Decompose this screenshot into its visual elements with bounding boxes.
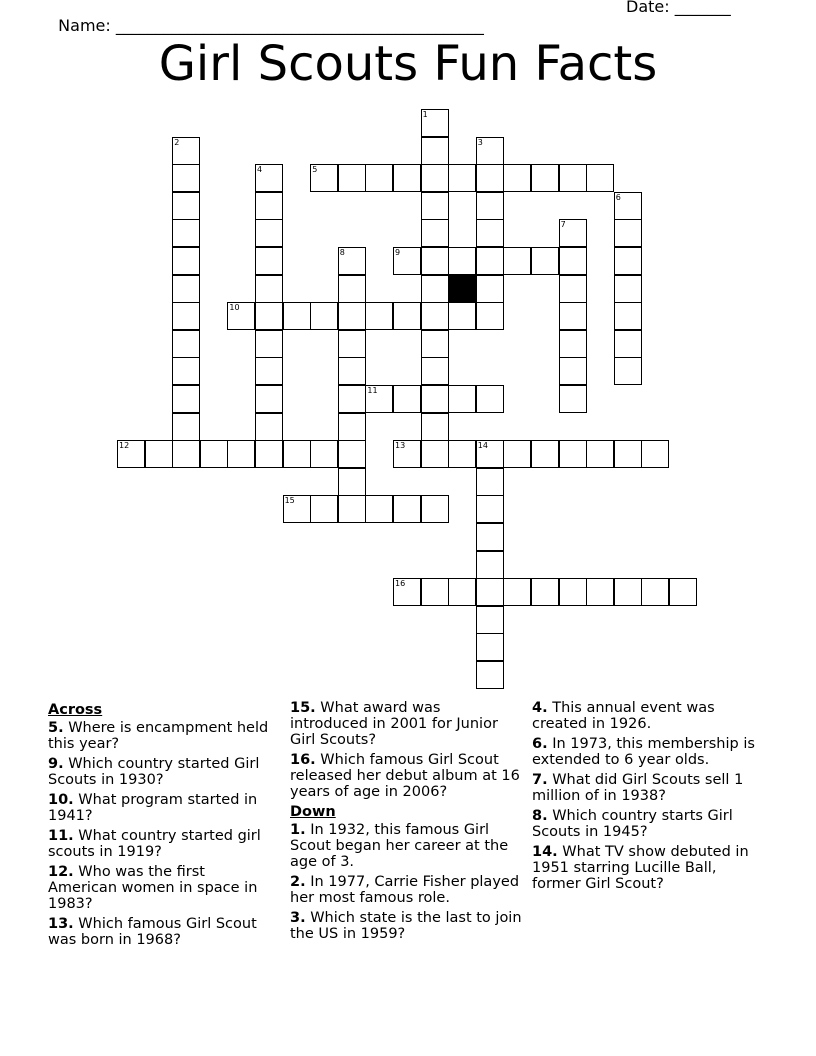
crossword-cell[interactable] [255, 413, 283, 441]
clues-column-3 [532, 700, 764, 896]
crossword-cell[interactable] [421, 385, 449, 413]
crossword-cell[interactable] [172, 192, 200, 220]
crossword-cell[interactable] [255, 247, 283, 275]
clue-text: Who was the first American women in space in 1983? [48, 864, 258, 912]
crossword-cell[interactable] [614, 247, 642, 275]
crossword-cell[interactable] [227, 302, 255, 330]
crossword-cell[interactable] [117, 440, 145, 468]
clue-text: What program started in 1941? [48, 792, 258, 824]
crossword-cell[interactable] [476, 219, 504, 247]
crossword-cell[interactable] [421, 440, 449, 468]
cell-number: 3 [477, 137, 483, 147]
crossword-cell[interactable] [559, 357, 587, 385]
crossword-cell[interactable] [283, 302, 311, 330]
crossword-cell[interactable] [338, 385, 366, 413]
crossword-cell[interactable] [614, 275, 642, 303]
crossword-cell[interactable] [421, 495, 449, 523]
crossword-cell[interactable] [255, 302, 283, 330]
crossword-cell[interactable] [448, 247, 476, 275]
crossword-cell[interactable] [614, 219, 642, 247]
crossword-cell[interactable] [200, 440, 228, 468]
crossword-cell[interactable] [283, 440, 311, 468]
crossword-cell[interactable] [559, 164, 587, 192]
crossword-cell[interactable] [338, 440, 366, 468]
crossword-cell[interactable] [172, 275, 200, 303]
crossword-cell[interactable] [393, 385, 421, 413]
crossword-cell[interactable] [365, 164, 393, 192]
crossword-cell[interactable] [476, 302, 504, 330]
crossword-cell[interactable] [476, 275, 504, 303]
crossword-cell[interactable] [531, 164, 559, 192]
crossword-cell[interactable] [255, 440, 283, 468]
cell-number: 6 [615, 192, 621, 202]
clue-across-9 [48, 756, 276, 788]
date-field[interactable]: Date: _______ [626, 0, 731, 16]
crossword-cell[interactable] [476, 606, 504, 634]
crossword-cell[interactable] [641, 578, 669, 606]
clue-number: 9. [48, 756, 64, 772]
crossword-cell[interactable] [172, 385, 200, 413]
crossword-cell[interactable] [338, 357, 366, 385]
cell-number: 2 [174, 137, 180, 147]
clue-down-3 [290, 910, 522, 942]
cell-number: 7 [560, 220, 566, 230]
clue-across-13 [48, 916, 276, 948]
crossword-cell[interactable] [559, 219, 587, 247]
crossword-cell[interactable] [503, 578, 531, 606]
crossword-cell[interactable] [255, 357, 283, 385]
crossword-cell[interactable] [421, 275, 449, 303]
clue-number: 1. [290, 822, 306, 838]
crossword-cell[interactable] [421, 413, 449, 441]
crossword-cell[interactable] [641, 440, 669, 468]
crossword-cell[interactable] [476, 495, 504, 523]
crossword-cell[interactable] [172, 137, 200, 165]
crossword-cell[interactable] [421, 219, 449, 247]
clue-down-8 [532, 808, 764, 840]
clue-text: What TV show debuted in 1951 starring Lucille Ball, former Girl Scout? [532, 844, 749, 892]
crossword-cell[interactable] [448, 385, 476, 413]
crossword-cell[interactable] [476, 192, 504, 220]
cell-number: 1 [422, 110, 428, 119]
crossword-cell[interactable] [531, 440, 559, 468]
crossword-cell[interactable] [255, 192, 283, 220]
crossword-cell[interactable] [283, 495, 311, 523]
crossword-cell[interactable] [586, 164, 614, 192]
crossword-cell[interactable] [531, 247, 559, 275]
crossword-cell[interactable] [614, 302, 642, 330]
crossword-cell[interactable] [476, 468, 504, 496]
clue-down-4 [532, 700, 764, 732]
crossword-cell[interactable] [172, 440, 200, 468]
clue-text: Where is encampment held this year? [48, 720, 269, 752]
clue-text: What did Girl Scouts sell 1 million of in 1938? [532, 772, 744, 804]
crossword-cell[interactable] [421, 357, 449, 385]
crossword-cell[interactable] [476, 661, 504, 689]
crossword-cell[interactable] [338, 330, 366, 358]
crossword-cell[interactable] [310, 495, 338, 523]
crossword-cell[interactable] [255, 164, 283, 192]
clue-across-12 [48, 864, 276, 912]
crossword-cell[interactable] [255, 219, 283, 247]
cell-number: 14 [477, 441, 488, 451]
crossword-cell[interactable] [255, 275, 283, 303]
crossword-cell[interactable] [421, 109, 449, 137]
crossword-cell[interactable] [559, 302, 587, 330]
crossword-cell[interactable] [503, 164, 531, 192]
crossword-cell[interactable] [503, 247, 531, 275]
clue-number: 16. [290, 752, 316, 768]
clue-number: 6. [532, 736, 548, 752]
crossword-cell[interactable] [614, 357, 642, 385]
clue-across-15 [290, 700, 522, 748]
clue-number: 12. [48, 864, 74, 880]
crossword-cell[interactable] [586, 440, 614, 468]
puzzle-title: Girl Scouts Fun Facts [158, 36, 658, 92]
crossword-cell[interactable] [338, 164, 366, 192]
crossword-cell[interactable] [393, 164, 421, 192]
crossword-cell[interactable] [614, 192, 642, 220]
clues-column-1 [48, 700, 276, 952]
clue-number: 8. [532, 808, 548, 824]
name-field[interactable]: Name: ______________________________________________ [58, 16, 484, 35]
crossword-cell[interactable] [586, 578, 614, 606]
clue-text: In 1932, this famous Girl Scout began her career at the age of 3. [290, 822, 509, 870]
crossword-cell[interactable] [476, 164, 504, 192]
clue-across-10 [48, 792, 276, 824]
clue-text: Which state is the last to join the US in 1959? [290, 910, 522, 942]
cell-number: 16 [395, 579, 406, 589]
crossword-cell[interactable] [338, 275, 366, 303]
clue-text: Which famous Girl Scout released her debut album at 16 years of age in 2006? [290, 752, 520, 800]
clue-number: 13. [48, 916, 74, 932]
cell-number: 4 [257, 165, 263, 175]
cell-number: 11 [367, 386, 378, 395]
clue-down-14 [532, 844, 764, 892]
cell-number: 12 [119, 441, 130, 451]
down-heading: Down [290, 804, 336, 820]
crossword-cell[interactable] [476, 551, 504, 579]
crossword-cell[interactable] [476, 633, 504, 661]
clue-number: 10. [48, 792, 74, 808]
clue-number: 7. [532, 772, 548, 788]
clue-text: In 1977, Carrie Fisher played her most famous role. [290, 874, 520, 906]
crossword-cell[interactable] [614, 440, 642, 468]
clue-text: What country started girl scouts in 1919? [48, 828, 261, 860]
clue-text: This annual event was created in 1926. [532, 700, 715, 732]
crossword-cell[interactable] [172, 357, 200, 385]
crossword-cell[interactable] [393, 495, 421, 523]
crossword-cell[interactable] [310, 440, 338, 468]
crossword-cell[interactable] [365, 302, 393, 330]
crossword-cell[interactable] [255, 330, 283, 358]
crossword-cell[interactable] [393, 302, 421, 330]
crossword-cell[interactable] [365, 495, 393, 523]
crossword-cell[interactable] [255, 385, 283, 413]
crossword-cell[interactable] [559, 330, 587, 358]
crossword-cell[interactable] [421, 192, 449, 220]
crossword-cell[interactable] [310, 302, 338, 330]
crossword-cell[interactable] [503, 440, 531, 468]
clue-number: 3. [290, 910, 306, 926]
clue-text: What award was introduced in 2001 for Junior Girl Scouts? [290, 700, 498, 748]
clue-down-2 [290, 874, 522, 906]
cell-number: 15 [284, 496, 295, 506]
crossword-cell[interactable] [476, 523, 504, 551]
crossword-cell[interactable] [393, 440, 421, 468]
cell-number: 9 [395, 248, 401, 257]
crossword-cell[interactable] [172, 302, 200, 330]
crossword-cell[interactable] [338, 495, 366, 523]
crossword-cell[interactable] [393, 578, 421, 606]
clue-number: 14. [532, 844, 558, 860]
crossword-cell[interactable] [172, 219, 200, 247]
crossword-cell[interactable] [421, 330, 449, 358]
crossword-cell[interactable] [476, 385, 504, 413]
crossword-cell[interactable] [172, 247, 200, 275]
crossword-cell[interactable] [669, 578, 697, 606]
crossword-cell[interactable] [476, 578, 504, 606]
crossword-cell[interactable] [338, 468, 366, 496]
crossword-cell[interactable] [421, 164, 449, 192]
crossword-cell[interactable] [338, 247, 366, 275]
clue-number: 2. [290, 874, 306, 890]
crossword-cell[interactable] [421, 247, 449, 275]
clue-number: 15. [290, 700, 316, 716]
crossword-cell[interactable] [559, 275, 587, 303]
crossword-cell[interactable] [421, 578, 449, 606]
cell-number: 5 [312, 165, 318, 175]
crossword-cell[interactable] [421, 302, 449, 330]
crossword-cell[interactable] [172, 164, 200, 192]
crossword-cell[interactable] [559, 247, 587, 275]
cell-number: 8 [339, 248, 345, 257]
clue-text: Which country starts Girl Scouts in 1945? [532, 808, 733, 840]
clue-text: Which country started Girl Scouts in 1930? [48, 756, 260, 788]
crossword-cell[interactable] [448, 578, 476, 606]
crossword-cell[interactable] [448, 302, 476, 330]
crossword-cell[interactable] [559, 385, 587, 413]
crossword-cell[interactable] [448, 164, 476, 192]
clue-across-11 [48, 828, 276, 860]
crossword-cell[interactable] [448, 440, 476, 468]
crossword-cell[interactable] [310, 164, 338, 192]
clues-column-2 [290, 700, 522, 946]
crossword-cell[interactable] [421, 137, 449, 165]
crossword-cell[interactable] [365, 385, 393, 413]
crossword-cell[interactable] [393, 247, 421, 275]
crossword-cell[interactable] [172, 413, 200, 441]
clue-text: In 1973, this membership is extended to 6 year olds. [532, 736, 755, 768]
clue-down-7 [532, 772, 764, 804]
crossword-cell[interactable] [145, 440, 173, 468]
crossword-cell[interactable] [338, 413, 366, 441]
crossword-cell[interactable] [614, 578, 642, 606]
crossword-cell[interactable] [614, 330, 642, 358]
crossword-cell[interactable] [531, 578, 559, 606]
crossword-cell[interactable] [227, 440, 255, 468]
clue-text: Which famous Girl Scout was born in 1968? [48, 916, 257, 948]
clue-number: 5. [48, 720, 64, 736]
blocked-cell [448, 275, 476, 303]
crossword-cell[interactable] [476, 247, 504, 275]
clue-across-16 [290, 752, 522, 800]
clue-across-5 [48, 720, 276, 752]
crossword-cell[interactable] [338, 302, 366, 330]
crossword-cell[interactable] [559, 578, 587, 606]
crossword-cell[interactable] [476, 137, 504, 165]
clue-down-6 [532, 736, 764, 768]
cell-number: 13 [395, 441, 406, 451]
crossword-cell[interactable] [476, 440, 504, 468]
cell-number: 10 [229, 303, 240, 313]
clue-number: 4. [532, 700, 548, 716]
clue-down-1 [290, 822, 522, 870]
crossword-cell[interactable] [559, 440, 587, 468]
crossword-cell[interactable] [172, 330, 200, 358]
across-heading: Across [48, 702, 103, 718]
clue-number: 11. [48, 828, 74, 844]
